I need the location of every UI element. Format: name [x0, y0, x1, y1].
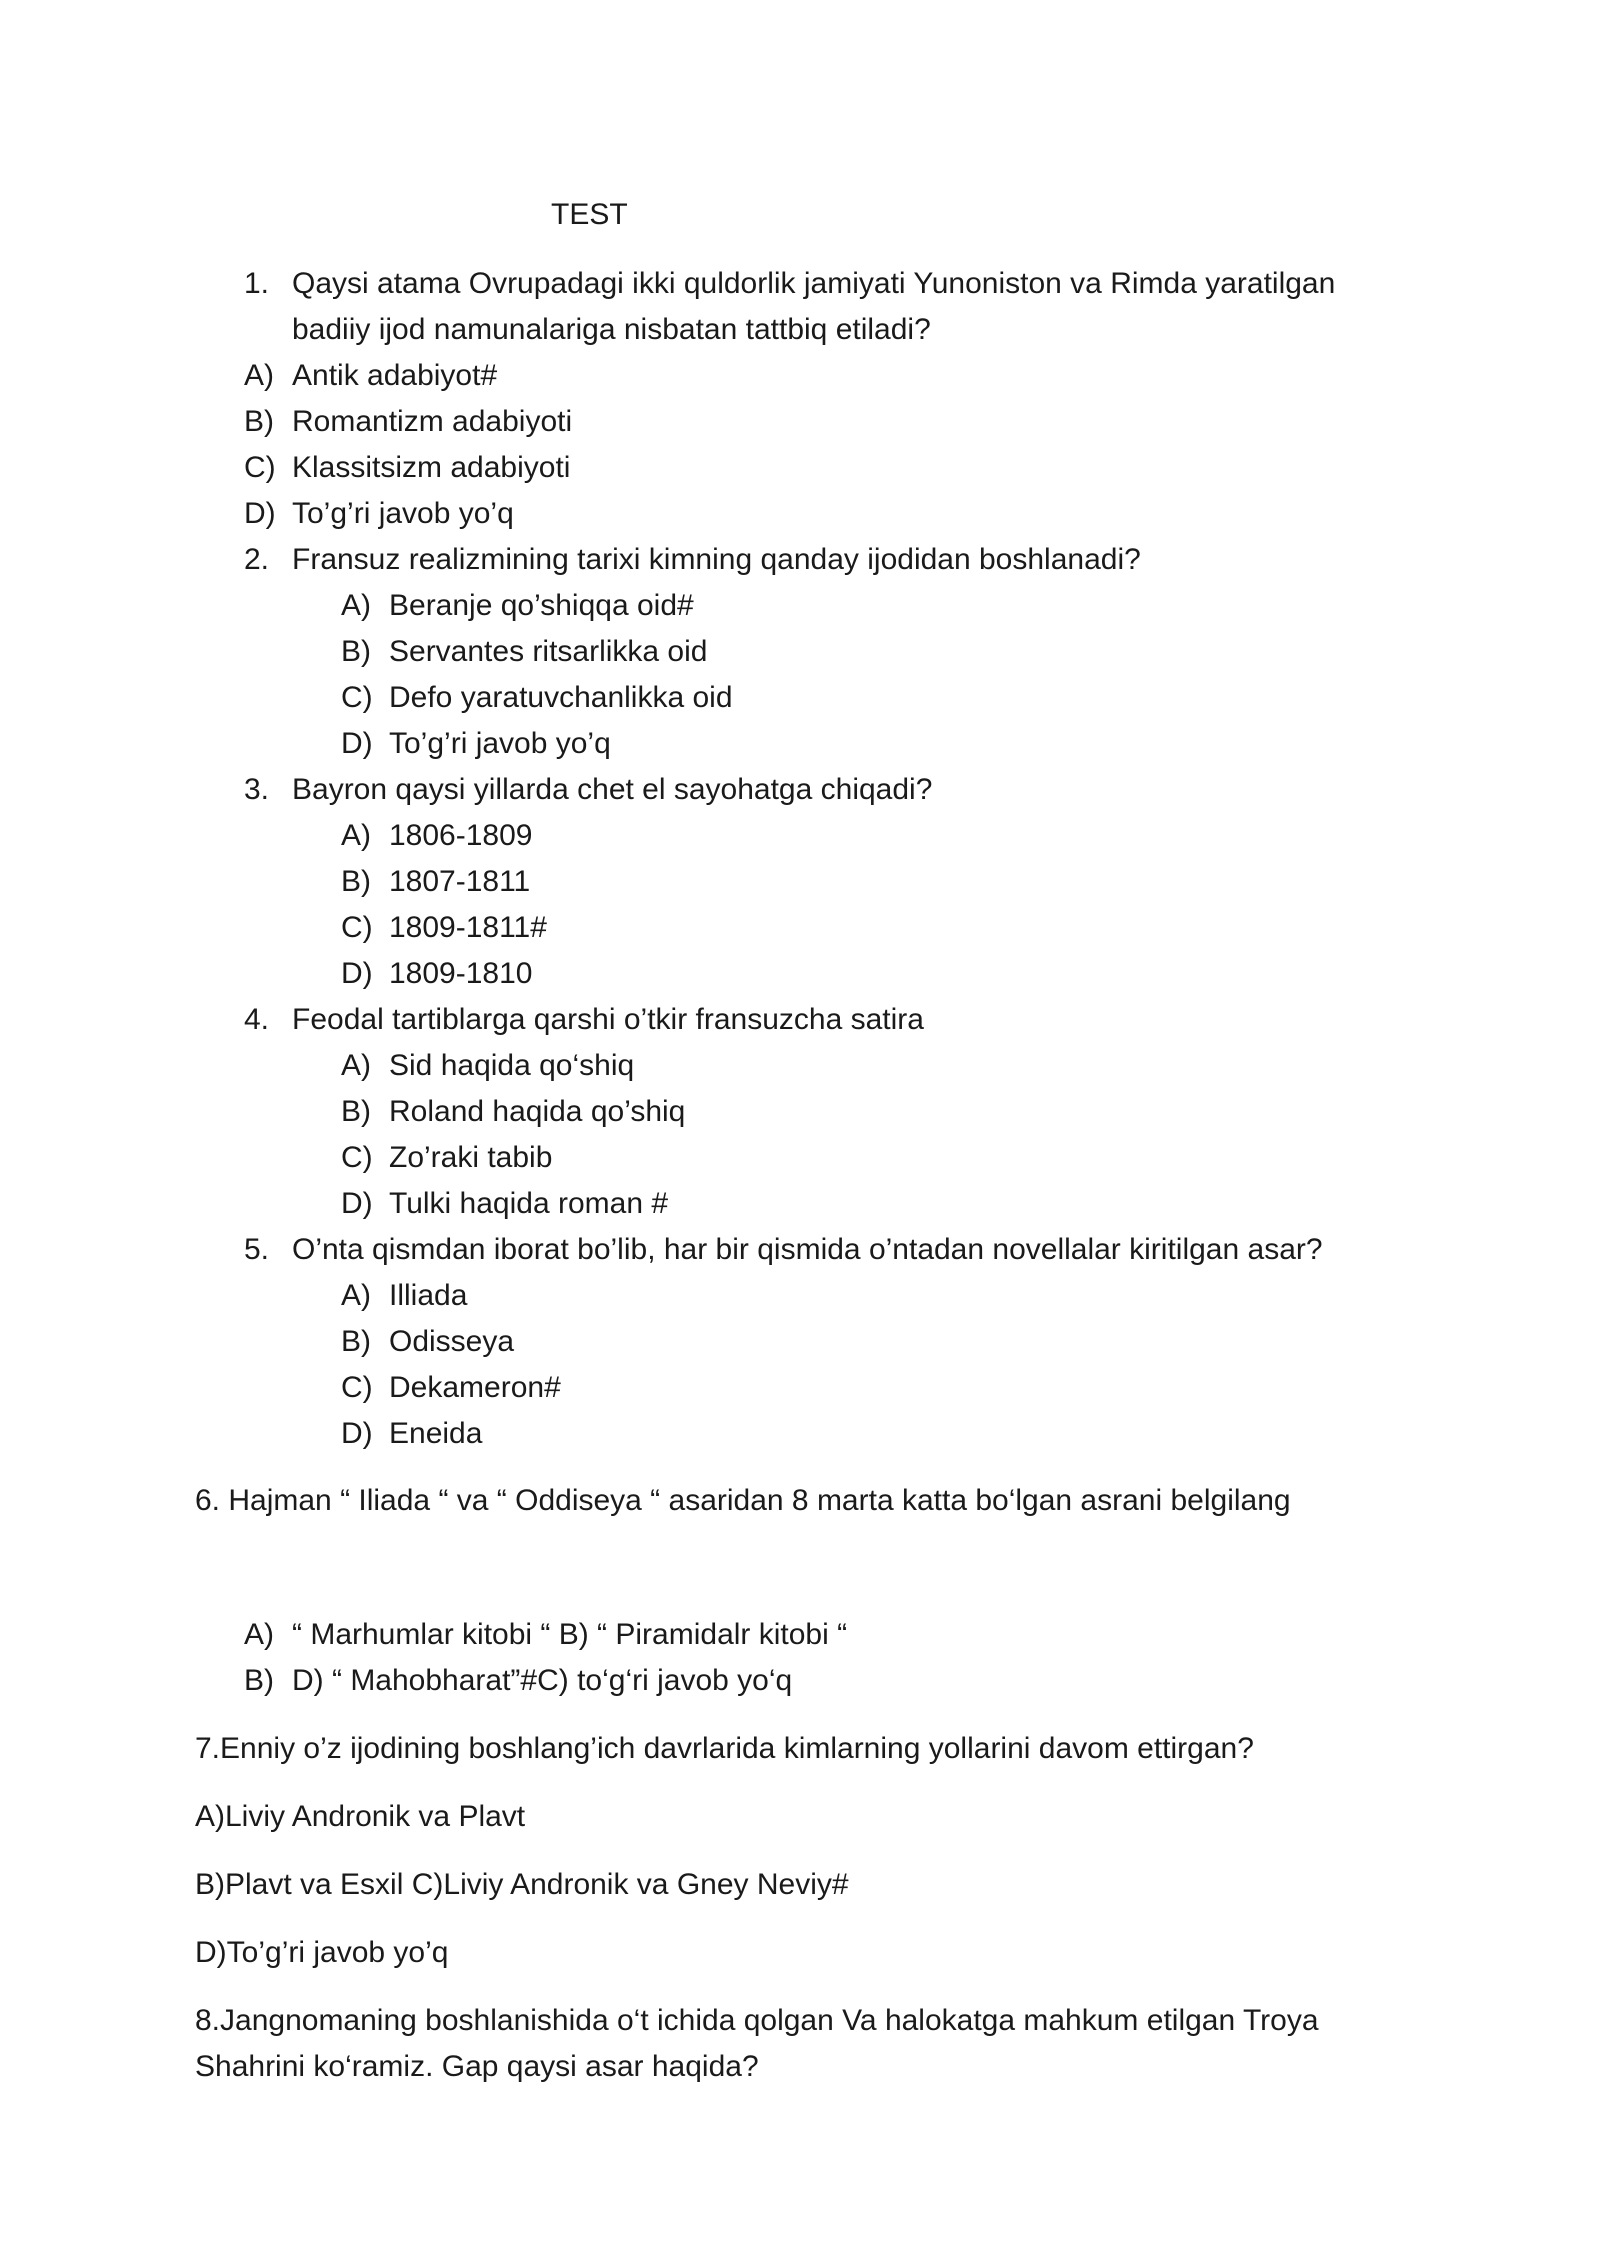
- question-6: 6. Hajman “ Iliada “ va “ Oddiseya “ asaridan 8 marta katta bo‘lgan asrani belgilang: [195, 1484, 1291, 1517]
- question-4: [244, 997, 1404, 1043]
- option-5a: A) Illiada: [341, 1279, 468, 1312]
- question-7: 7.Enniy o’z ijodining boshlang’ich davrlarida kimlarning yollarini davom ettirgan?: [195, 1732, 1254, 1765]
- option-7a: A)Liviy Andronik va Plavt: [195, 1800, 526, 1833]
- question-number: 3.: [244, 773, 270, 806]
- question-5: [244, 1227, 1404, 1273]
- option-4c: C) Zo’raki tabib: [341, 1141, 553, 1174]
- question-3: [244, 767, 1404, 813]
- question-1: [244, 261, 1404, 353]
- option-6a: A) “ Marhumlar kitobi “ B) “ Piramidalr kitobi “: [244, 1618, 848, 1651]
- option-1a: A) Antik adabiyot#: [244, 359, 498, 392]
- option-3c: C) 1809-1811#: [341, 911, 547, 944]
- question-text: O’nta qismdan iborat bo’lib, har bir qismida o’ntadan novellalar kiritilgan asar?: [292, 1233, 1323, 1266]
- option-6b: B) D) “ Mahobharat”#C) to‘g‘ri javob yo‘q: [244, 1664, 793, 1697]
- option-1d: D) To’g’ri javob yo’q: [244, 497, 514, 530]
- option-5b: B) Odisseya: [341, 1325, 515, 1358]
- option-7b-7c: B)Plavt va Esxil C)Liviy Andronik va Gney Neviy#: [195, 1868, 849, 1901]
- question-number: 2.: [244, 543, 270, 576]
- option-3b: B) 1807-1811: [341, 865, 531, 898]
- question-text: Bayron qaysi yillarda chet el sayohatga chiqadi?: [292, 773, 933, 806]
- option-2d: D) To’g’ri javob yo’q: [341, 727, 611, 760]
- option-2b: B) Servantes ritsarlikka oid: [341, 635, 708, 668]
- option-2c: C) Defo yaratuvchanlikka oid: [341, 681, 733, 714]
- page-title: TEST: [551, 198, 628, 231]
- question-number: 5.: [244, 1233, 270, 1266]
- question-text: Feodal tartiblarga qarshi o’tkir fransuzcha satira: [292, 1003, 924, 1036]
- question-number: 1.: [244, 267, 270, 300]
- option-4b: B) Roland haqida qo’shiq: [341, 1095, 686, 1128]
- question-8: 8.Jangnomaning boshlanishida o‘t ichida qolgan Va halokatga mahkum etilgan Troya Shahrini ko‘ramiz. Gap qaysi asar haqida?: [195, 2004, 1319, 2083]
- question-2: [244, 537, 1404, 583]
- option-1b: B) Romantizm adabiyoti: [244, 405, 573, 438]
- option-7d: D)To’g’ri javob yo’q: [195, 1936, 449, 1969]
- option-1c: C) Klassitsizm adabiyoti: [244, 451, 571, 484]
- question-number: 4.: [244, 1003, 270, 1036]
- option-2a: A) Beranje qo’shiqqa oid#: [341, 589, 694, 622]
- question-text: Qaysi atama Ovrupadagi ikki quldorlik jamiyati Yunoniston va Rimda yaratilgan badiiy ijod namunalariga nisbatan tattbiq etiladi?: [292, 267, 1336, 346]
- option-3a: A) 1806-1809: [341, 819, 533, 852]
- option-3d: D) 1809-1810: [341, 957, 533, 990]
- option-5c: C) Dekameron#: [341, 1371, 561, 1404]
- option-4d: D) Tulki haqida roman #: [341, 1187, 669, 1220]
- option-5d: D) Eneida: [341, 1417, 483, 1450]
- option-4a: A) Sid haqida qo‘shiq: [341, 1049, 635, 1082]
- question-text: Fransuz realizmining tarixi kimning qanday ijodidan boshlanadi?: [292, 543, 1141, 576]
